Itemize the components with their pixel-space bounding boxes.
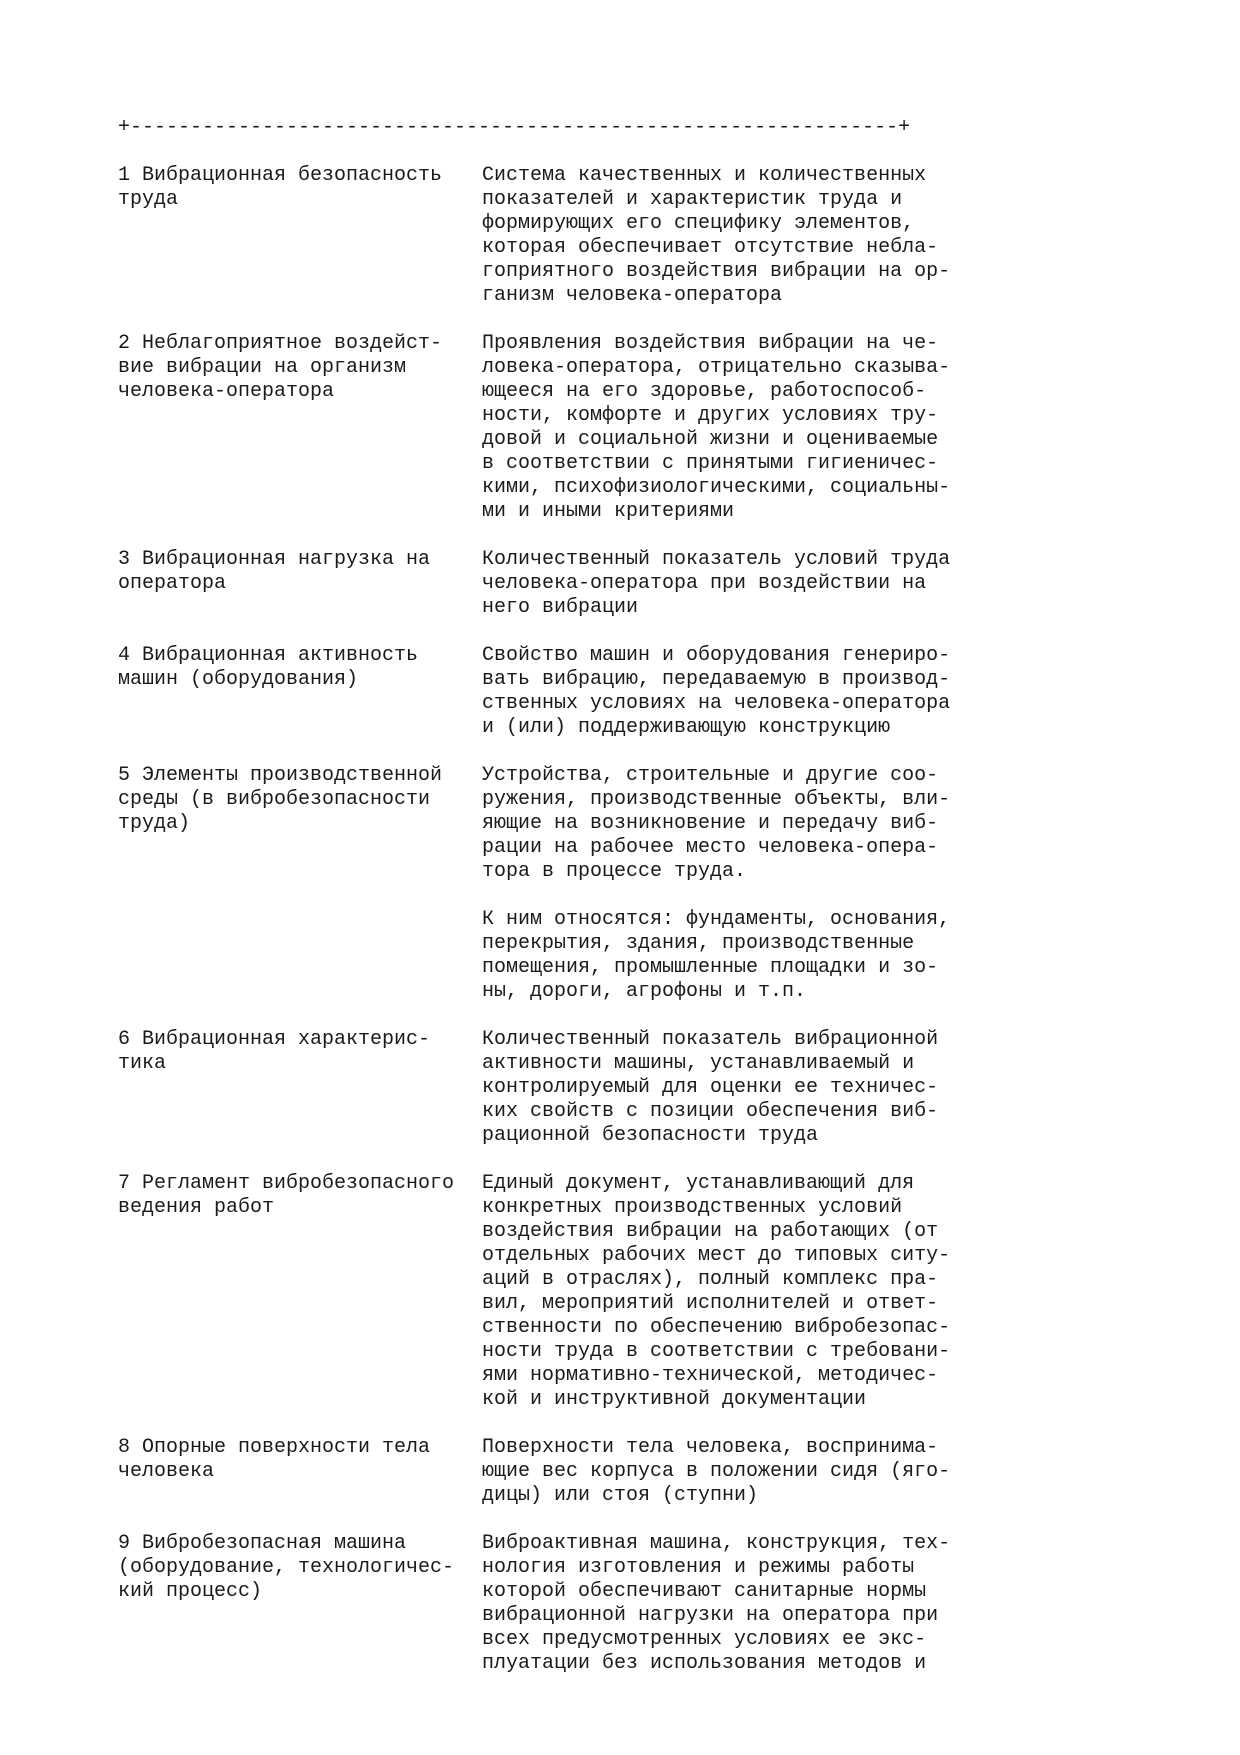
- definition-line: всех предусмотренных условиях ее экс-: [482, 1628, 927, 1651]
- definition-line: рационной безопасности труда: [482, 1124, 819, 1147]
- term-definition: [482, 644, 1082, 740]
- definition-line: конкретных производственных условий: [482, 1196, 903, 1219]
- table-border-rule: +----------------------------------------------------------------+: [118, 116, 911, 139]
- term-entry: [118, 1436, 1118, 1508]
- term-name: [118, 548, 482, 620]
- definition-line: вил, мероприятий исполнителей и ответ-: [482, 1292, 939, 1315]
- term-line: 5 Элементы производственной: [118, 764, 443, 787]
- definition-line: активности машины, устанавливаемый и: [482, 1052, 915, 1075]
- term-definition: [482, 332, 1082, 524]
- definition-line: ями нормативно-технической, методичес-: [482, 1364, 939, 1387]
- definition-line: Единый документ, устанавливающий для: [482, 1172, 915, 1195]
- term-line: 4 Вибрационная активность: [118, 644, 419, 667]
- definition-line: ловека-оператора, отрицательно сказыва-: [482, 356, 951, 379]
- term-line: вие вибрации на организм: [118, 356, 407, 379]
- definition-line: Проявления воздействия вибрации на че-: [482, 332, 939, 355]
- term-line: 7 Регламент вибробезопасного: [118, 1172, 455, 1195]
- term-entry: [118, 548, 1118, 620]
- definition-paragraph: [482, 1532, 1082, 1676]
- definition-paragraph: [482, 764, 1082, 884]
- term-entry: [118, 1532, 1118, 1676]
- definition-line: в соответствии с принятыми гигиеничес-: [482, 452, 939, 475]
- definition-line: вибрационной нагрузки на оператора при: [482, 1604, 939, 1627]
- term-definition: [482, 764, 1082, 1004]
- definition-line: гоприятного воздействия вибрации на ор-: [482, 260, 951, 283]
- term-definition: [482, 1028, 1082, 1148]
- term-line: 8 Опорные поверхности тела: [118, 1436, 431, 1459]
- definition-line: показателей и характеристик труда и: [482, 188, 903, 211]
- definition-line: плуатации без использования методов и: [482, 1652, 927, 1675]
- term-line: среды (в вибробезопасности: [118, 788, 431, 811]
- definition-line: человека-оператора при воздействии на: [482, 572, 927, 595]
- term-definition: [482, 1532, 1082, 1676]
- definition-line: перекрытия, здания, производственные: [482, 932, 915, 955]
- definition-line: ности труда в соответствии с требовани-: [482, 1340, 951, 1363]
- definition-line: аций в отраслях), полный комплекс пра-: [482, 1268, 939, 1291]
- definition-line: дицы) или стоя (ступни): [482, 1484, 759, 1507]
- definition-paragraph: [482, 332, 1082, 524]
- term-line: машин (оборудования): [118, 668, 359, 691]
- definition-line: контролируемый для оценки ее техничес-: [482, 1076, 939, 1099]
- term-line: человека-оператора: [118, 380, 335, 403]
- definition-paragraph: [482, 908, 1082, 1004]
- definition-line: Виброактивная машина, конструкция, тех-: [482, 1532, 951, 1555]
- definition-line: кими, психофизиологическими, социальны-: [482, 476, 951, 499]
- term-line: оператора: [118, 572, 227, 595]
- term-entry: [118, 644, 1118, 740]
- definition-line: ственности по обеспечению вибробезопас-: [482, 1316, 951, 1339]
- definition-line: воздействия вибрации на работающих (от: [482, 1220, 939, 1243]
- term-line: 2 Неблагоприятное воздейст-: [118, 332, 443, 355]
- definition-line: кой и инструктивной документации: [482, 1388, 867, 1411]
- definition-line: яющие на возникновение и передачу виб-: [482, 812, 939, 835]
- definition-line: него вибрации: [482, 596, 639, 619]
- definition-line: ми и иными критериями: [482, 500, 735, 523]
- definition-line: ющееся на его здоровье, работоспособ-: [482, 380, 927, 403]
- definition-line: и (или) поддерживающую конструкцию: [482, 716, 891, 739]
- definition-line: ружения, производственные объекты, вли-: [482, 788, 951, 811]
- definition-line: ганизм человека-оператора: [482, 284, 783, 307]
- term-line: 9 Вибробезопасная машина: [118, 1532, 407, 1555]
- definition-paragraph: [482, 644, 1082, 740]
- definition-line: ких свойств с позиции обеспечения виб-: [482, 1100, 939, 1123]
- definition-line: Свойство машин и оборудования генериро-: [482, 644, 951, 667]
- definition-line: довой и социальной жизни и оцениваемые: [482, 428, 939, 451]
- term-entry: [118, 764, 1118, 1004]
- term-name: [118, 764, 482, 1004]
- term-entry: [118, 332, 1118, 524]
- term-line: ведения работ: [118, 1196, 275, 1219]
- term-name: [118, 644, 482, 740]
- term-name: [118, 164, 482, 308]
- definition-line: помещения, промышленные площадки и зо-: [482, 956, 939, 979]
- term-entry: [118, 1172, 1118, 1412]
- term-line: 1 Вибрационная безопасность: [118, 164, 443, 187]
- term-definition: [482, 1172, 1082, 1412]
- definition-line: которая обеспечивает отсутствие небла-: [482, 236, 939, 259]
- term-entry: [118, 1028, 1118, 1148]
- definition-line: рации на рабочее место человека-опера-: [482, 836, 939, 859]
- term-definition: [482, 164, 1082, 308]
- definition-line: ности, комфорте и других условиях тру-: [482, 404, 939, 427]
- definition-paragraph: [482, 1172, 1082, 1412]
- term-line: кий процесс): [118, 1580, 263, 1603]
- definition-line: ственных условиях на человека-оператора: [482, 692, 951, 715]
- term-line: труда): [118, 812, 191, 835]
- definition-line: тора в процессе труда.: [482, 860, 747, 883]
- definition-paragraph: [482, 164, 1082, 308]
- definition-line: нология изготовления и режимы работы: [482, 1556, 915, 1579]
- term-name: [118, 332, 482, 524]
- definition-line: Количественный показатель вибрационной: [482, 1028, 939, 1051]
- term-name: [118, 1028, 482, 1148]
- definition-line: К ним относятся: фундаменты, основания,: [482, 908, 951, 931]
- definition-line: формирующих его специфику элементов,: [482, 212, 915, 235]
- term-name: [118, 1172, 482, 1412]
- term-line: тика: [118, 1052, 167, 1075]
- definition-line: ющие вес корпуса в положении сидя (яго-: [482, 1460, 951, 1483]
- definition-line: вать вибрацию, передаваемую в производ-: [482, 668, 951, 691]
- definition-line: ны, дороги, агрофоны и т.п.: [482, 980, 807, 1003]
- term-line: человека: [118, 1460, 215, 1483]
- definition-line: Устройства, строительные и другие соо-: [482, 764, 939, 787]
- definition-paragraph: [482, 548, 1082, 620]
- definition-paragraph: [482, 1028, 1082, 1148]
- term-line: 6 Вибрационная характерис-: [118, 1028, 431, 1051]
- definition-line: которой обеспечивают санитарные нормы: [482, 1580, 927, 1603]
- term-name: [118, 1436, 482, 1508]
- definition-paragraph: [482, 1436, 1082, 1508]
- terms-list: [118, 164, 1118, 1700]
- definition-line: отдельных рабочих мест до типовых ситу-: [482, 1244, 951, 1267]
- term-definition: [482, 1436, 1082, 1508]
- term-line: (оборудование, технологичес-: [118, 1556, 455, 1579]
- term-line: 3 Вибрационная нагрузка на: [118, 548, 431, 571]
- term-definition: [482, 548, 1082, 620]
- definition-line: Количественный показатель условий труда: [482, 548, 951, 571]
- definition-line: Система качественных и количественных: [482, 164, 927, 187]
- definition-line: Поверхности тела человека, воспринима-: [482, 1436, 939, 1459]
- term-line: труда: [118, 188, 179, 211]
- term-name: [118, 1532, 482, 1676]
- term-entry: [118, 164, 1118, 308]
